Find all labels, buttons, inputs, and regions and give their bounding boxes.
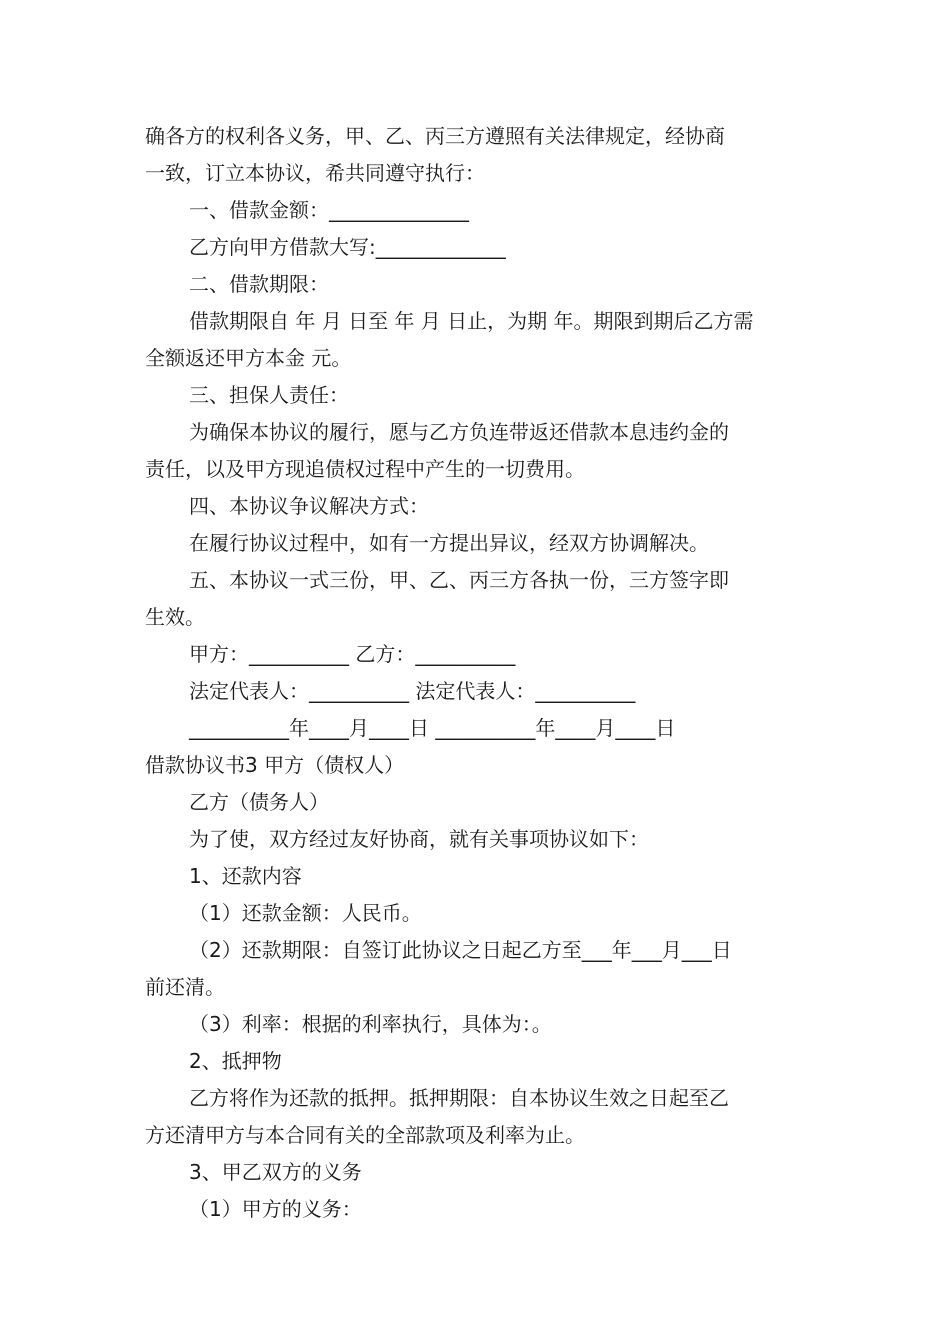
signature-dates: __________年____月____日 __________年____月____日 — [189, 716, 676, 740]
loan-term-text: 借款期限自 年 月 日至 年 月 日止，为期 年。期限到期后乙方需 — [189, 309, 754, 333]
signature-representatives: 法定代表人：__________ 法定代表人：__________ — [189, 679, 636, 703]
section-guarantor: 三、担保人责任： — [189, 383, 349, 407]
section-repayment: 1、还款内容 — [189, 864, 302, 888]
guarantor-text: 为确保本协议的履行，愿与乙方负连带返还借款本息违约金的 — [189, 420, 729, 444]
collateral-text: 乙方将作为还款的抵押。抵押期限：自本协议生效之日起至乙 — [189, 1086, 729, 1110]
repayment-amount: （1）还款金额：人民币。 — [189, 901, 422, 925]
loan-term-text-cont: 全额返还甲方本金 元。 — [145, 346, 352, 370]
agreement-intro: 为了使，双方经过友好协商，就有关事项协议如下： — [189, 827, 649, 851]
guarantor-text-cont: 责任，以及甲方现追债权过程中产生的一切费用。 — [145, 457, 585, 481]
loan-amount-in-words: 乙方向甲方借款大写:_____________ — [189, 235, 506, 259]
text-line-2: 一致，订立本协议，希共同遵守执行： — [145, 161, 485, 185]
repayment-term: （2）还款期限：自签订此协议之日起乙方至___年___月___日 — [189, 938, 732, 962]
signature-parties: 甲方：__________ 乙方：__________ — [189, 642, 516, 666]
section-copies: 五、本协议一式三份，甲、乙、丙三方各执一份，三方签字即 — [189, 568, 729, 592]
agreement-3-heading: 借款协议书3 甲方（债权人） — [145, 753, 405, 777]
interest-rate: （3）利率：根据的利率执行，具体为：。 — [189, 1012, 552, 1036]
document-body — [145, 118, 810, 1228]
collateral-text-cont: 方还清甲方与本合同有关的全部款项及利率为止。 — [145, 1123, 585, 1147]
party-a-obligations: （1）甲方的义务： — [189, 1197, 362, 1221]
section-obligations: 3、甲乙双方的义务 — [189, 1160, 362, 1184]
text-line-1: 确各方的权利各义务，甲、乙、丙三方遵照有关法律规定，经协商 — [145, 124, 725, 148]
repayment-term-cont: 前还清。 — [145, 975, 225, 999]
section-collateral: 2、抵押物 — [189, 1049, 282, 1073]
section-loan-amount: 一、借款金额：______________ — [189, 198, 469, 222]
dispute-text: 在履行协议过程中，如有一方提出异议，经双方协调解决。 — [189, 531, 709, 555]
copies-text-cont: 生效。 — [145, 605, 205, 629]
party-b-debtor: 乙方（债务人） — [189, 790, 329, 814]
section-dispute: 四、本协议争议解决方式： — [189, 494, 429, 518]
section-loan-term: 二、借款期限： — [189, 272, 329, 296]
